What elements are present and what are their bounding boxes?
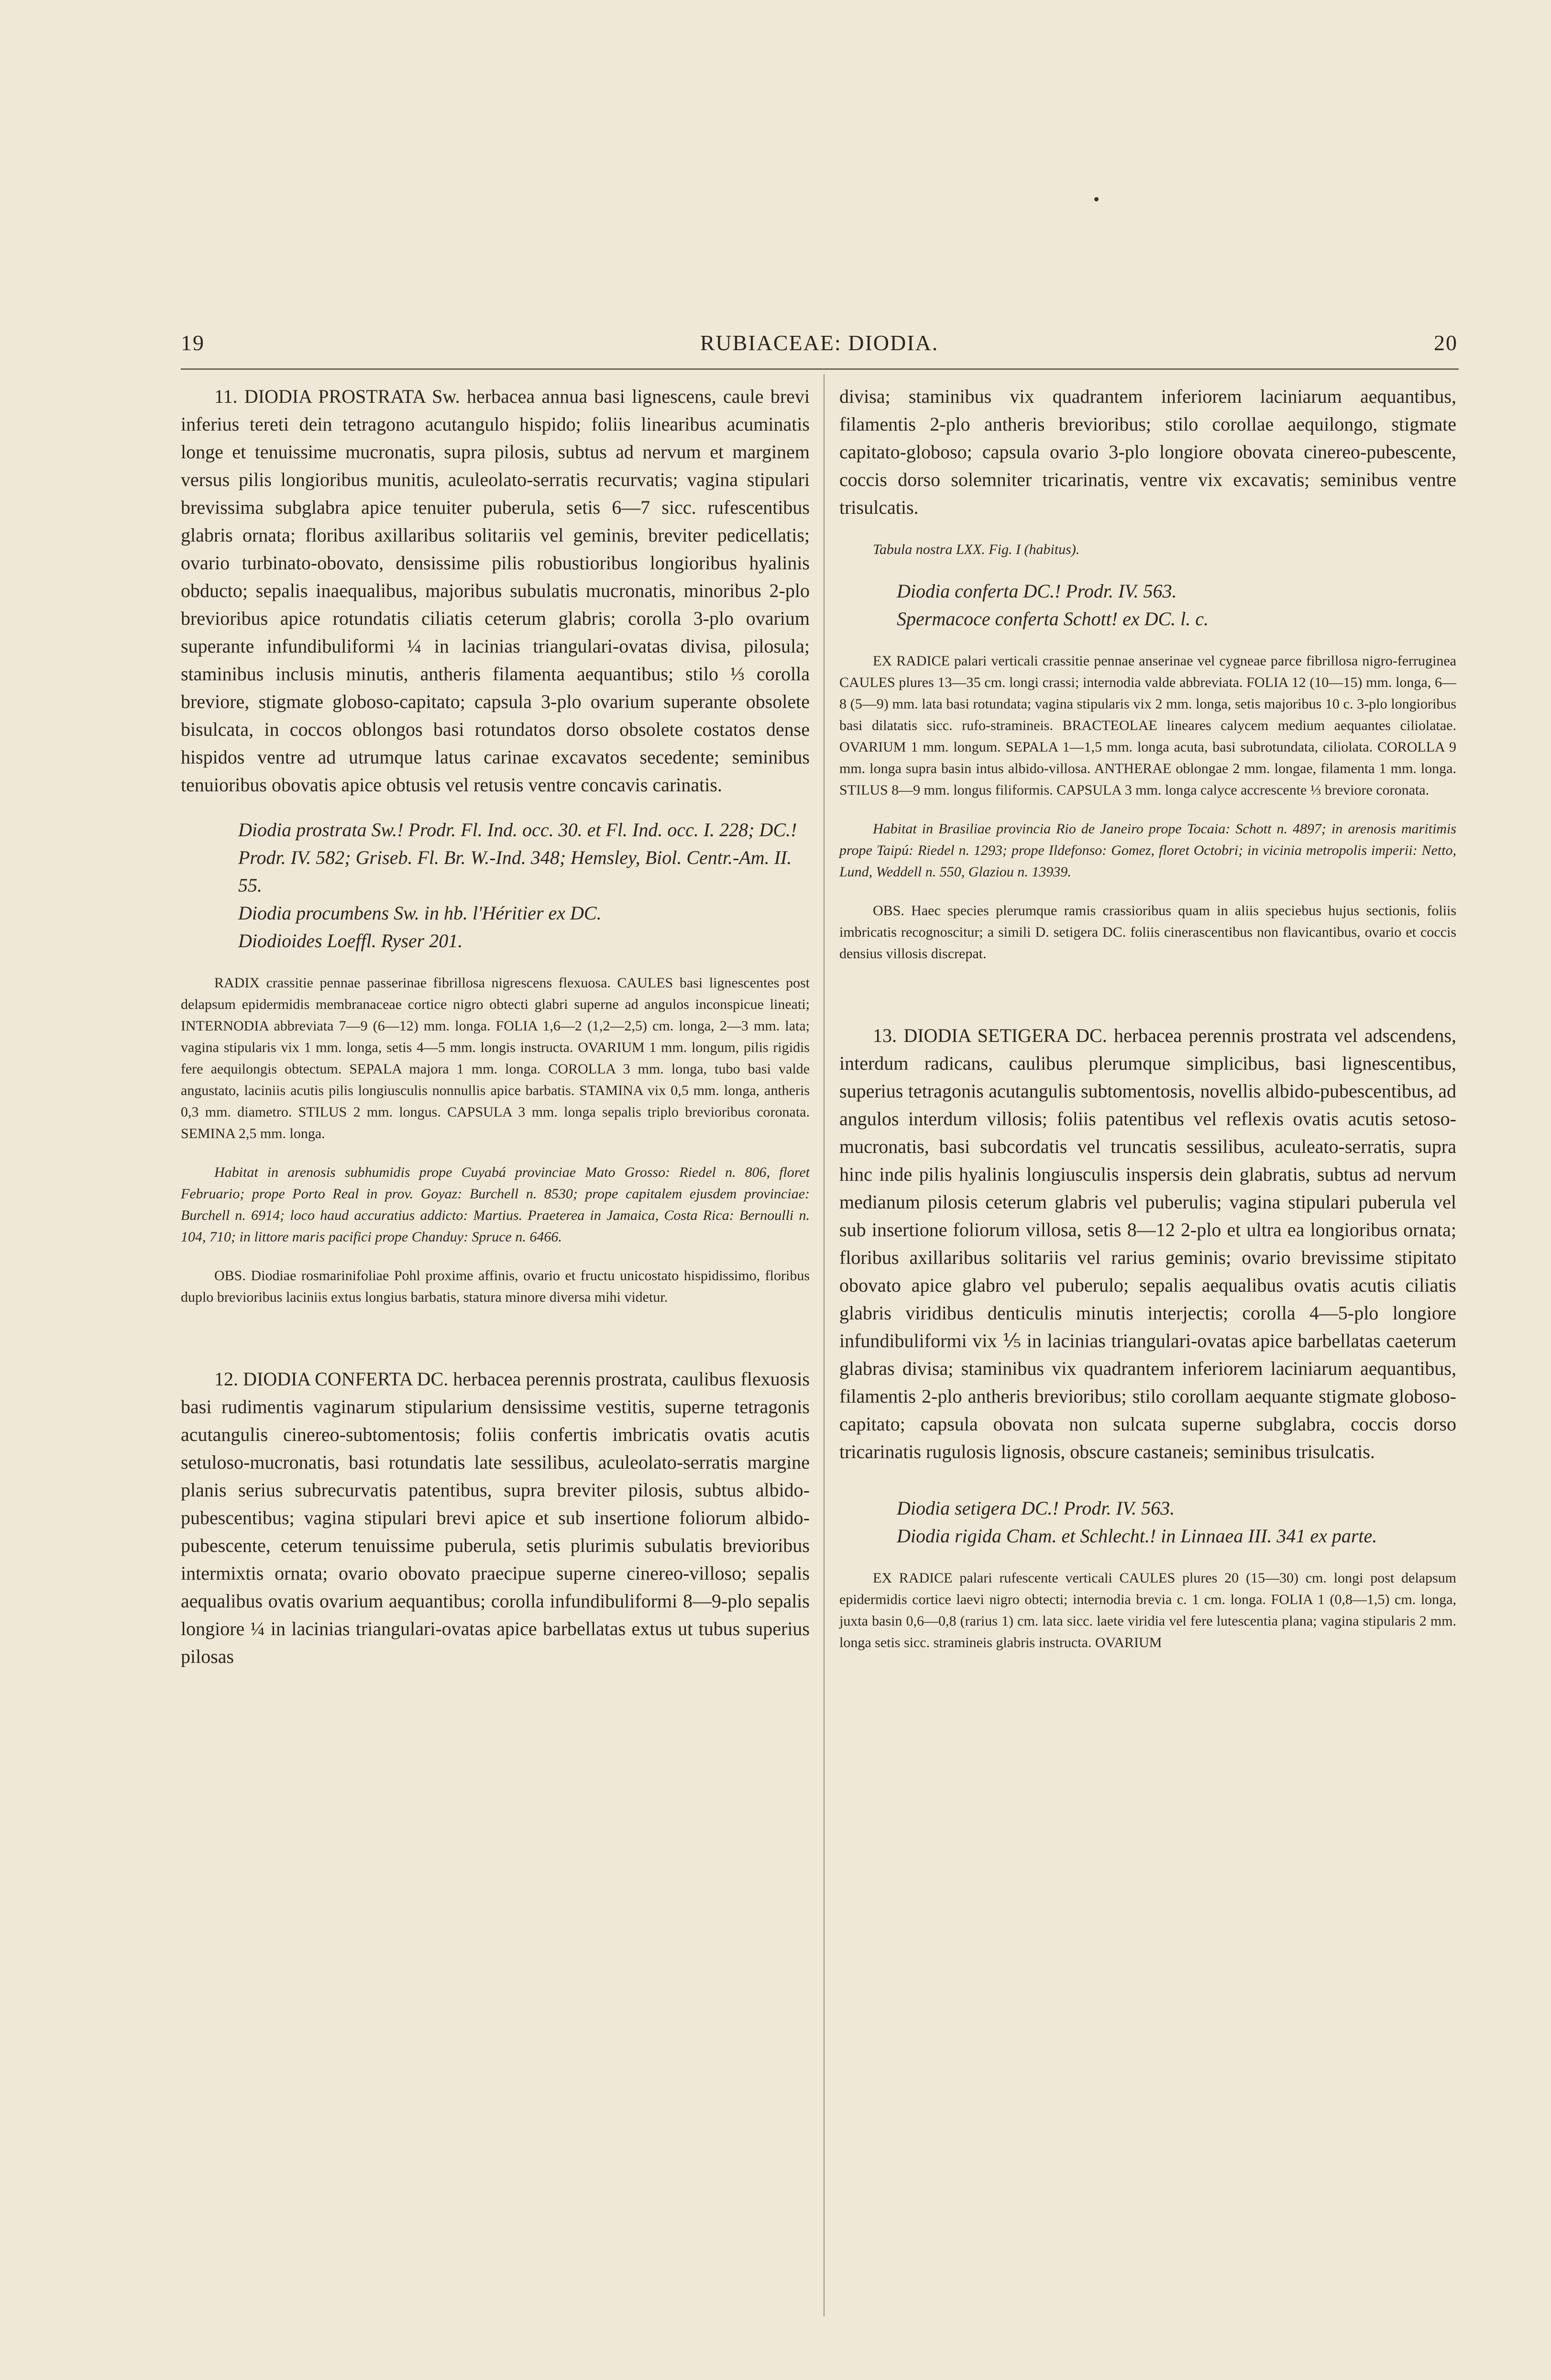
page-number-right: 20: [1434, 331, 1458, 355]
species-12-habitat: Habitat in Brasiliae provincia Rio de Janeiro prope Tocaia: Schott n. 4897; in arenosis maritimis prope Taipú: Riedel n. 1293; prope Ildefonso: Gomez, floret Octobri; in vicinia metropolis imperii: Netto, Lund, Weddell n. 550, Glaziou n. 13939.: [839, 821, 1456, 880]
species-11-observation: OBS. Diodiae rosmarinifoliae Pohl proxime affinis, ovario et fructu unicostato hispidissimo, floribus duplo brevioribus laciniis extus longius barbatis, statura minore diversa mihi videtur.: [181, 1268, 810, 1305]
synonym-line: Diodioides Loeffl. Ryser 201.: [238, 930, 463, 952]
synonym-line: Diodia procumbens Sw. in hb. l'Héritier ex DC.: [238, 902, 602, 924]
species-12-description: 12. DIODIA CONFERTA DC. herbacea perennis prostrata, caulibus flexuosis basi rudimentis vaginarum stipularium densissime vestitis, superne tetragonis acutangulis cinereo-subtomentosis; foliis confertis imbricatis ovatis acutis setuloso-mucronatis, basi rotundatis late sessilibus, aculeolato-serratis margine planis serius subrecurvatis patentibus, supra breviter pilosis, subtus albido-pubescentibus; vagina stipulari brevi apice et sub insertione foliorum albido-pubescente, ceterum tenuissime puberula, setis plurimis subulatis brevioribus intermixtis ornata; ovario obovato praecipue superne cinereo-villoso; sepalis aequalibus ovatis ovarium aequantibus; corolla infundibuliformi 8—9-plo sepalis longiore ¼ in lacinias triangulari-ovatas apice barbellatas extus ut tubus superius pilosas: [181, 1368, 810, 1667]
species-13-morphology: EX RADICE palari rufescente verticali CAULES plures 20 (15—30) cm. longi post delapsum epidermidis cortice laevi nigro obtecti; internodia brevia c. 1 cm. longa. FOLIA 1 (0,8—1,5) cm. longa, juxta basin 0,6—0,8 (rarius 1) cm. lata sicc. laete viridia vel fere lutescentia plana; vagina stipularis 2 mm. longa setis sicc. stramineis glabris instructa. OVARIUM: [839, 1570, 1456, 1650]
species-12-observation: OBS. Haec species plerumque ramis crassioribus quam in aliis speciebus hujus sectionis, foliis imbricatis recognoscitur; a simili D. setigera DC. foliis cinerascentibus non flavicantibus, ovario et coccis densius villosis discrepat.: [839, 903, 1456, 962]
species-12-morphology: EX RADICE palari verticali crassitie pennae anserinae vel cygneae parce fibrillosa nigro-ferruginea CAULES plures 13—35 cm. longi crassi; internodia valde abbreviata. FOLIA 12 (10—15) mm. longa, 6—8 (5—9) mm. lata basi rotundata; vagina stipularis vix 2 mm. longa, setis majoribus 10 c. 3-plo longioribus basi dilatatis sicc. rufo-stramineis. BRACTEOLAE lineares calycem medium aequantes ciliolatae. OVARIUM 1 mm. longum. SEPALA 1—1,5 mm. longa acuta, basi subrotundata, ciliolata. COROLLA 9 mm. longa supra basin intus albido-villosa. ANTHERAE oblongae 2 mm. longae, filamenta 1 mm. longa. STILUS 8—9 mm. longus filiformis. CAPSULA 3 mm. longa calyce accrescente ⅓ breviore coronata.: [839, 653, 1456, 798]
plate-reference: Tabula nostra LXX. Fig. I (habitus).: [873, 542, 1080, 557]
page-number-left: 19: [181, 331, 205, 355]
ink-dot: [1094, 197, 1099, 201]
running-title: RUBIACEAE: DIODIA.: [700, 331, 939, 355]
running-header: [181, 330, 1458, 364]
column-divider: [824, 374, 825, 2316]
left-column: [181, 383, 810, 1671]
species-12-description-continued: divisa; staminibus vix quadrantem inferiorem laciniarum aequantibus, filamentis 2-plo antheris brevioribus; stilo corollae aequilongo, stigmate capitato-globoso; capsula ovario 3-plo longiore obovata cinereo-pubescente, coccis dorso solemniter tricarinatis, ventre vix excavatis; seminibus ventre trisulcatis.: [839, 386, 1456, 518]
synonym-line: Diodia conferta DC.! Prodr. IV. 563.: [897, 580, 1177, 602]
species-11-morphology: RADIX crassitie pennae passerinae fibrillosa nigrescens flexuosa. CAULES basi lignescentes post delapsum epidermidis membranaceae cortice nigro obtecti glabri superne ad angulos inconspicue lineati; INTERNODIA abbreviata 7—9 (6—12) mm. longa. FOLIA 1,6—2 (1,2—2,5) cm. longa, 2—3 mm. lata; vagina stipularis vix 1 mm. longa, setis 4—5 mm. longis instructa. OVARIUM 1 mm. longum, pilis rigidis fere aequilongis obtectum. SEPALA majora 1 mm. longa. COROLLA 3 mm. longa, tubo basi valde angustato, laciniis acutis pilis longiusculis nonnullis apice barbatis. STAMINA vix 0,5 mm. longa, antheris 0,3 mm. diametro. STILUS 2 mm. longus. CAPSULA 3 mm. longa sepalis triplo brevioribus coronata. SEMINA 2,5 mm. longa.: [181, 975, 810, 1141]
synonym-line: Spermacoce conferta Schott! ex DC. l. c.: [897, 608, 1209, 630]
synonym-line: Diodia prostrata Sw.! Prodr. Fl. Ind. occ. 30. et Fl. Ind. occ. I. 228; DC.! Prodr. IV. 582; Griseb. Fl. Br. W.-Ind. 348; Hemsley, Biol. Centr.-Am. II. 55.: [238, 819, 797, 896]
species-11-habitat: Habitat in arenosis subhumidis prope Cuyabá provinciae Mato Grosso: Riedel n. 806, floret Februario; prope Porto Real in prov. Goyaz: Burchell n. 8530; prope capitalem ejusdem provinciae: Burchell n. 6914; loco haud accuratius addicto: Martius. Praeterea in Jamaica, Costa Rica: Bernoulli n. 104, 710; in littore maris pacifici prope Chanduy: Spruce n. 6466.: [181, 1164, 810, 1245]
species-13-synonyms: [839, 1494, 1456, 1550]
species-12-synonyms: [839, 577, 1456, 633]
species-13-description: 13. DIODIA SETIGERA DC. herbacea perennis prostrata vel adscendens, interdum radicans, caulibus plerumque simplicibus, basi lignescentibus, superius tetragonis acutangulis subtomentosis, novellis albido-pubescentibus, ad angulos interdum villosis; foliis patentibus vel reflexis ovatis acutis setoso-mucronatis, basi subcordatis vel truncatis sessilibus, aculeato-serratis, supra hinc inde pilis hyalinis longiusculis inspersis dein glabratis, subtus ad nervum medianum pilosis ceterum glabris vel puberulis; vagina stipulari puberula vel sub insertione foliorum villosa, setis 8—12 2-plo et ultra ea longioribus ornata; floribus axillaribus solitariis vel rarius geminis; ovario brevissime stipitato obovato apice glabro vel puberulo; sepalis aequalibus ovatis acutis ciliatis glabris viridibus denticulis minutis interjectis; corolla 4—5-plo longiore infundibuliformi vix ⅕ in lacinias triangulari-ovatas apice barbellatas caeterum glabras divisa; staminibus vix quadrantem inferiorem laciniarum aequantibus, filamentis 2-plo antheris brevioribus; stilo corollam aequante stigmate globoso-capitato; capsula obovata non sulcata superne subglabra, coccis dorso tricarinatis rugulosis lignosis, obscure castaneis; seminibus trisulcatis.: [839, 1025, 1456, 1462]
right-column: [839, 383, 1456, 1653]
synonym-line: Diodia setigera DC.! Prodr. IV. 563.: [897, 1497, 1175, 1519]
species-11-synonyms: [181, 816, 810, 955]
header-rule: [181, 368, 1459, 370]
species-11-description: 11. DIODIA PROSTRATA Sw. herbacea annua basi lignescens, caule brevi inferius tereti dein tetragono acutangulo hispido; foliis linearibus acuminatis longe et tenuissime mucronatis, supra pilosis, subtus ad nervum et marginem versus pilis longioribus munitis, aculeolato-serratis recurvatis; vagina stipulari brevissima subglabra apice tenuiter puberula, setis 6—7 sicc. rufescentibus glabris ornata; floribus axillaribus solitariis vel geminis, breviter pedicellatis; ovario turbinato-obovato, densissime pilis robustioribus longioribus hyalinis obducto; sepalis inaequalibus, majoribus subulatis mucronatis, minoribus 2-plo brevioribus apice rotundatis ciliatis ceterum glabris; corolla 3-plo ovarium superante infundibuliformi ¼ in lacinias triangulari-ovatas divisa, pilosula; staminibus inclusis minutis, antheris filamenta aequantibus; stilo ⅓ corolla breviore, stigmate globoso-capitato; capsula 3-plo ovarium superante obsolete bisulcata, in coccos oblongos basi rotundatos dorso obsolete costatos dense hispidos ventre ad utrumque latus carinae excavatos secedente; seminibus tenuioribus obovatis apice obtusis vel retusis ventre concavis carinatis.: [181, 386, 810, 796]
synonym-line: Diodia rigida Cham. et Schlecht.! in Linnaea III. 341 ex parte.: [897, 1525, 1377, 1547]
